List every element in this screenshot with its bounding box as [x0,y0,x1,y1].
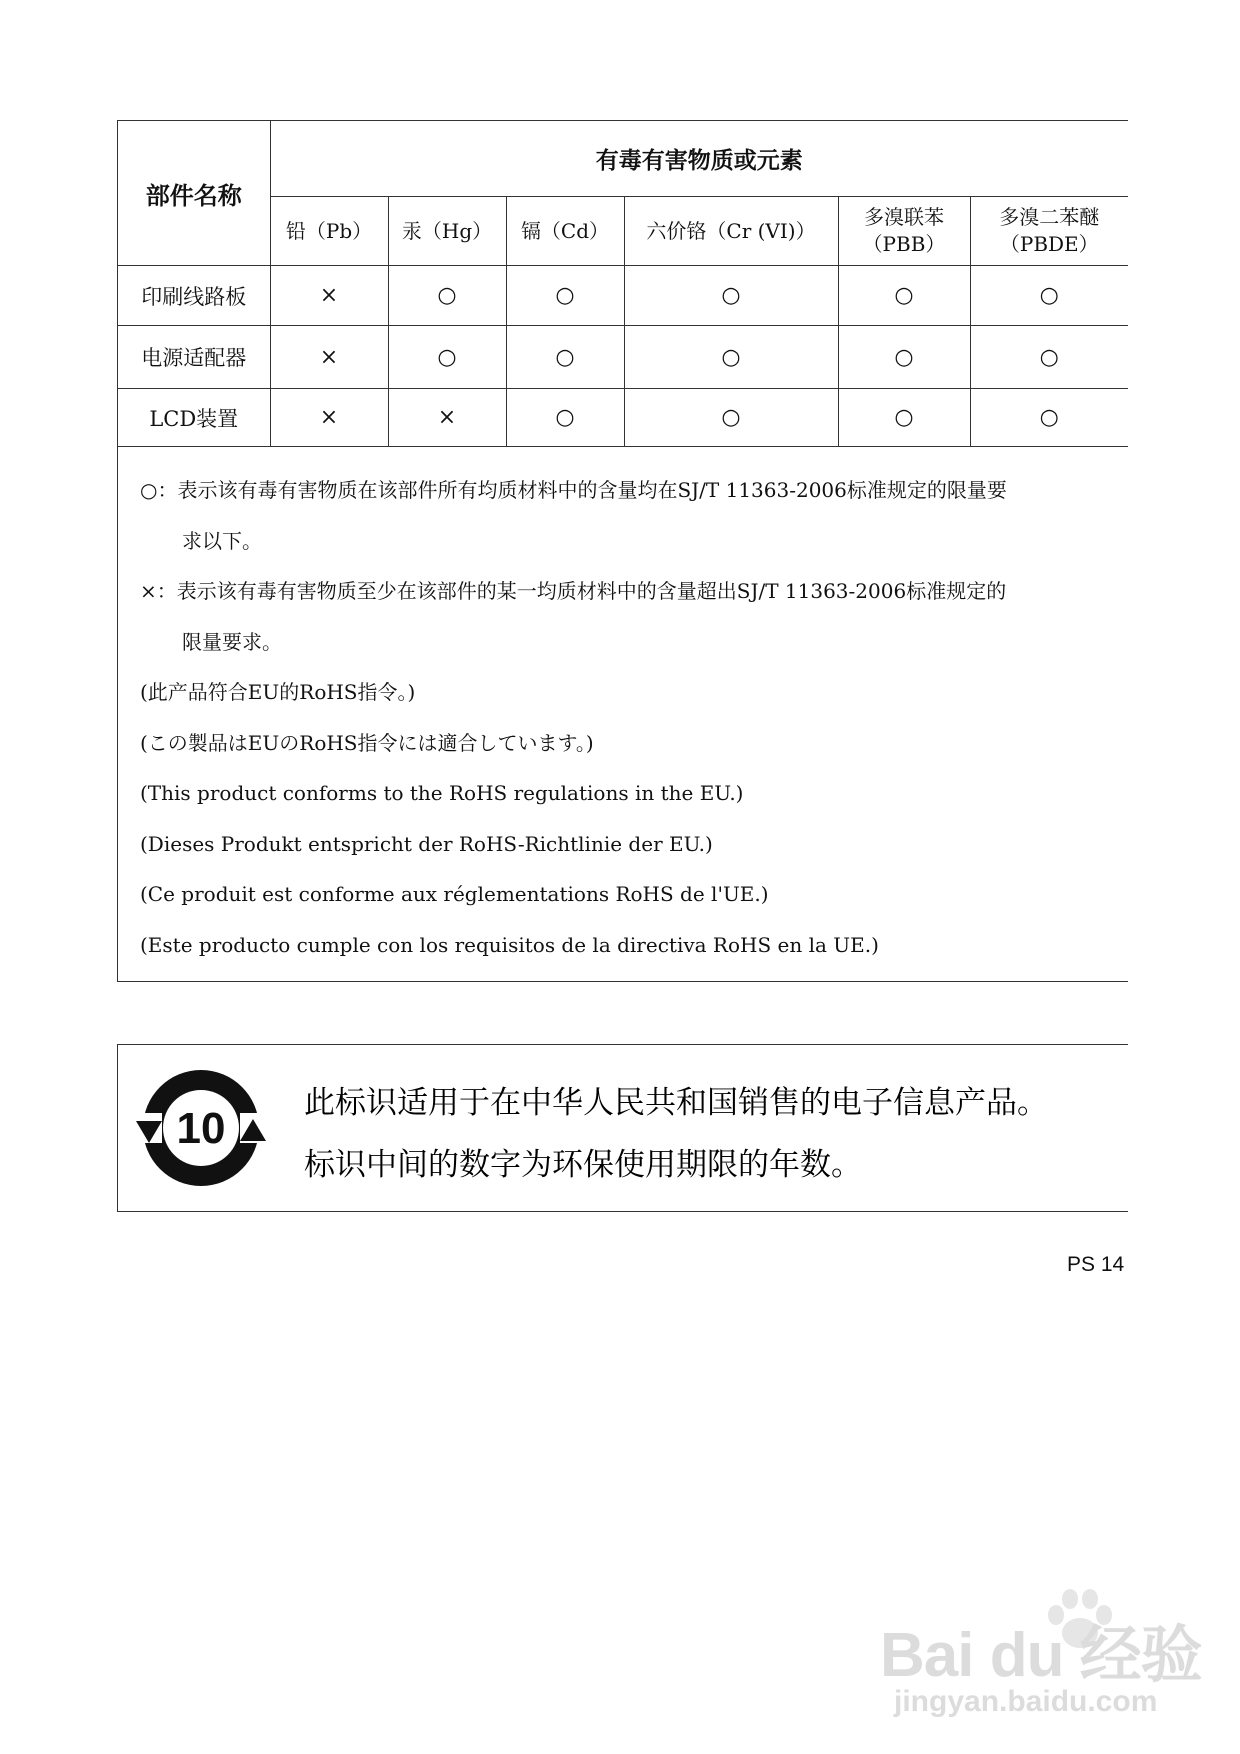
part-name-cell: 电源适配器 [118,326,270,389]
element-header-mercury: 汞（Hg） [388,197,506,266]
rohs-note-chinese: (此产品符合EU的RoHS指令。) [140,680,416,704]
epup-years: 10 [176,1104,226,1153]
mark-cell: × [270,389,388,447]
substances-group-header: 有毒有害物质或元素 [270,121,1128,197]
epup-line1: 此标识适用于在中华人民共和国销售的电子信息产品。 [304,1085,1048,1121]
hazardous-substances-section [117,120,1128,982]
element-header-cadmium: 镉（Cd） [506,197,624,266]
mark-cell: ○ [624,389,838,447]
watermark-url: jingyan.baidu.com [894,1685,1158,1718]
mark-cell: ○ [970,266,1128,326]
mark-cell: ○ [624,326,838,389]
rohs-note-english: (This product conforms to the RoHS regulations in the EU.) [140,781,744,805]
part-name-cell: 印刷线路板 [118,266,270,326]
note-cross-line1: ×：表示该有毒有害物质至少在该部件的某一均质材料中的含量超出SJ/T 11363-2006标准规定的 [140,579,1007,603]
element-header-pbde: 多溴二苯醚 （PBDE） [970,197,1128,266]
mark-cell: × [388,389,506,447]
mark-cell: ○ [970,389,1128,447]
rohs-note-japanese: (この製品はEUのRoHS指令には適合しています。) [140,730,594,755]
mark-cell: ○ [970,326,1128,389]
element-header-pbb: 多溴联苯 （PBB） [838,197,970,266]
table-row [118,266,1128,326]
mark-cell: ○ [838,389,970,447]
notes-block [118,447,1128,970]
note-circle-line1: ○：表示该有毒有害物质在该部件所有均质材料中的含量均在SJ/T 11363-2006标准规定的限量要 [140,478,1007,502]
mark-cell: ○ [506,326,624,389]
rohs-note-french: (Ce produit est conforme aux réglementations RoHS de l'UE.) [140,882,769,906]
note-cross-line2: 限量要求。 [182,629,282,654]
mark-cell: ○ [388,326,506,389]
table-row [118,389,1128,447]
epup-logo-icon [136,1063,266,1193]
mark-cell: ○ [506,266,624,326]
part-name-cell: LCD装置 [118,389,270,447]
mark-cell: × [270,266,388,326]
epup-section [117,1044,1128,1212]
mark-cell: ○ [388,266,506,326]
page-number: PS 14 [1067,1253,1125,1276]
watermark-brand: Bai du 经验 [880,1621,1202,1690]
table-row [118,326,1128,389]
part-name-header: 部件名称 [118,121,270,266]
rohs-note-german: (Dieses Produkt entspricht der RoHS-Richtlinie der EU.) [140,831,713,856]
mark-cell: ○ [624,266,838,326]
baidu-watermark [880,1585,1202,1730]
element-header-chromium: 六价铬（Cr (VI)） [624,197,838,266]
epup-line2: 标识中间的数字为环保使用期限的年数。 [304,1147,862,1183]
element-header-lead: 铅（Pb） [270,197,388,266]
mark-cell: ○ [506,389,624,447]
note-circle-line2: 求以下。 [182,528,262,553]
hazardous-substances-table [118,121,1128,447]
mark-cell: ○ [838,326,970,389]
mark-cell: × [270,326,388,389]
mark-cell: ○ [838,266,970,326]
rohs-note-spanish: (Este producto cumple con los requisitos de la directiva RoHS en la UE.) [140,932,879,957]
